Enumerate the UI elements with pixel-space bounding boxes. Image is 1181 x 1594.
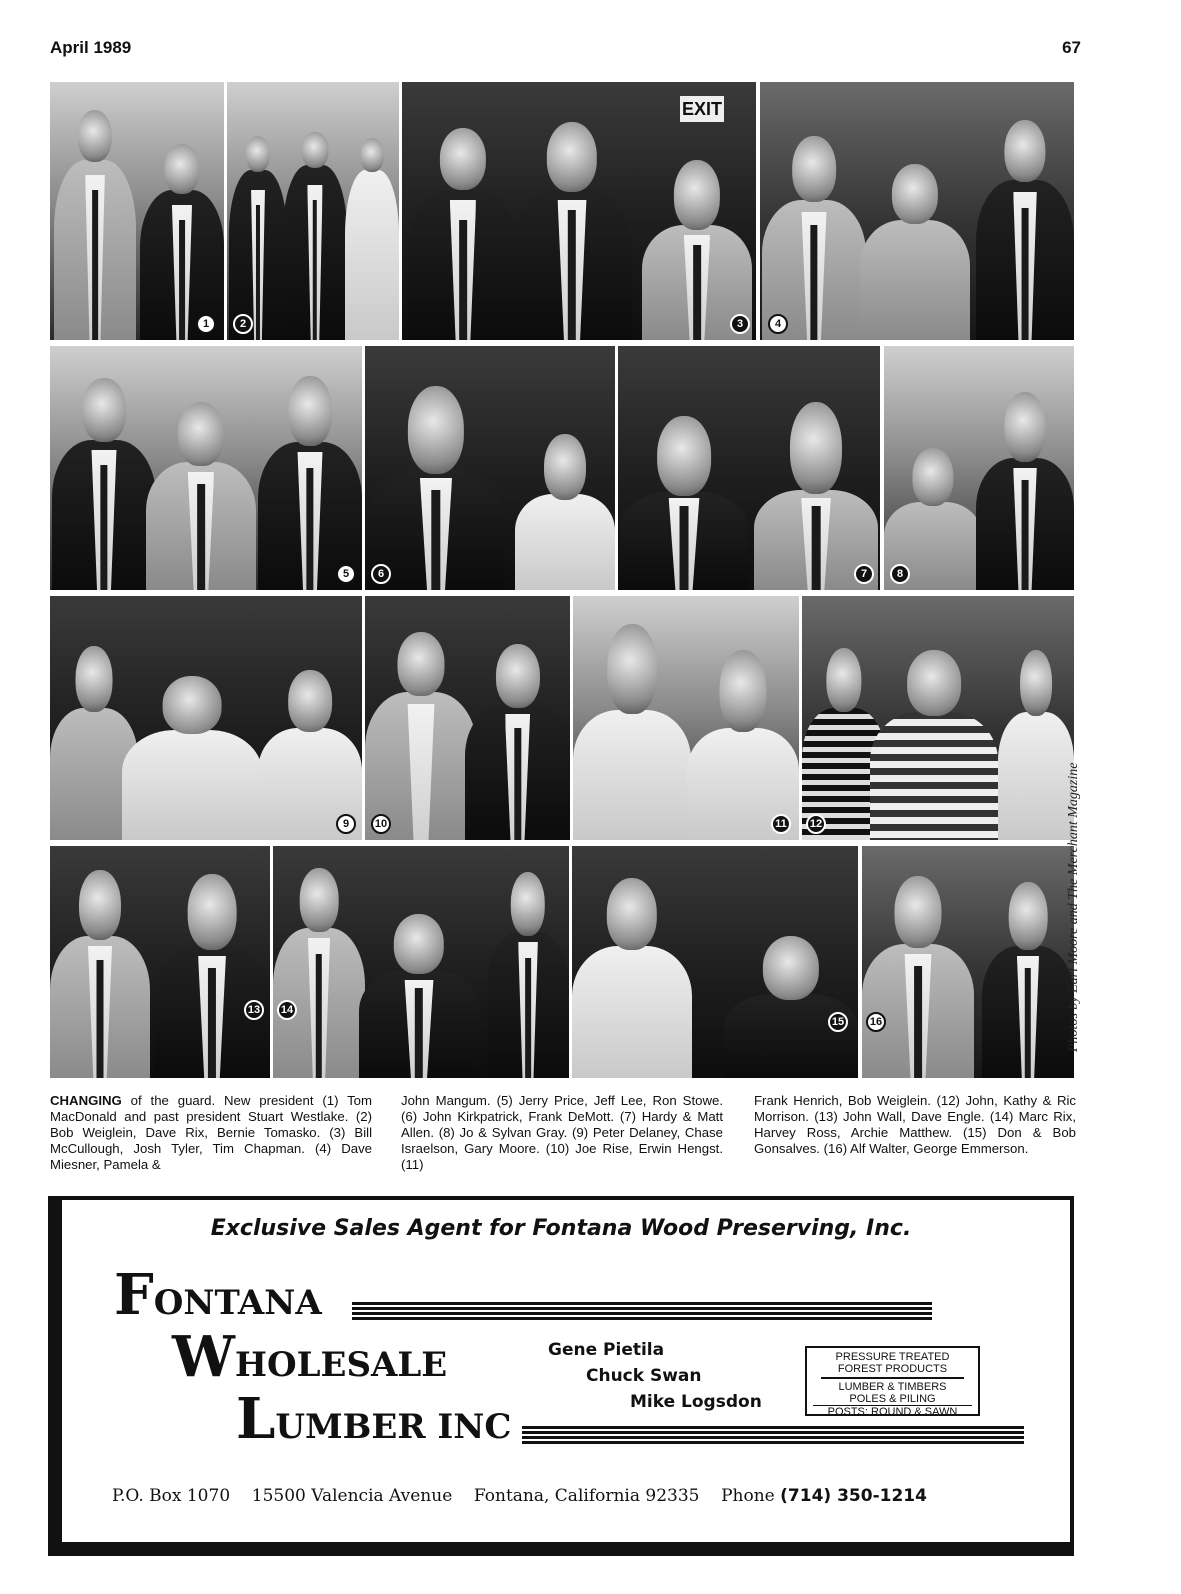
page-header <box>50 38 1081 62</box>
photo-16 <box>862 846 1074 1078</box>
photo-2 <box>227 82 399 340</box>
photo-number-badge: 4 <box>768 314 788 334</box>
photo-number-badge: 2 <box>233 314 253 334</box>
ad-tagline: Exclusive Sales Agent for Fontana Wood Preserving, Inc. <box>210 1216 912 1241</box>
contact-name: Gene Pietila <box>548 1340 665 1360</box>
photo-number-badge: 10 <box>371 814 391 834</box>
photo-13 <box>50 846 270 1078</box>
phone-label: Phone <box>721 1486 775 1506</box>
photo-number-badge: 8 <box>890 564 910 584</box>
photo-number-badge: 15 <box>828 1012 848 1032</box>
po-box: P.O. Box 1070 <box>112 1486 231 1506</box>
caption-text: John Mangum. (5) Jerry Price, Jeff Lee, Ron Stowe. (6) John Kirkpatrick, Frank DeMott. (7) Hardy & Matt Allen. (8) Jo & Sylvan Gray. (9) Peter Delaney, Chase Israelson, Gary Moore. (10) Joe Rise, Erwin Hengst. (11) <box>401 1093 723 1172</box>
contact-name: Mike Logsdon <box>630 1392 762 1412</box>
photo-8 <box>884 346 1074 590</box>
photo-6 <box>365 346 615 590</box>
logo-rule-top <box>352 1302 932 1322</box>
photo-12 <box>802 596 1074 840</box>
caption-column-1 <box>50 1093 372 1173</box>
photo-number-badge: 1 <box>196 314 216 334</box>
photo-10 <box>365 596 570 840</box>
contact-name: Chuck Swan <box>586 1366 702 1386</box>
photo-number-badge: 7 <box>854 564 874 584</box>
photo-number-badge: 5 <box>336 564 356 584</box>
photo-number-badge: 3 <box>730 314 750 334</box>
exit-sign: EXIT <box>680 96 724 122</box>
photo-number-badge: 9 <box>336 814 356 834</box>
photo-number-badge: 14 <box>277 1000 297 1020</box>
photo-9 <box>50 596 362 840</box>
logo-wholesale: WHOLESALE <box>172 1324 448 1390</box>
photo-11 <box>573 596 799 840</box>
photo-14 <box>273 846 569 1078</box>
street-address: 15500 Valencia Avenue <box>251 1486 453 1506</box>
caption-column-2 <box>401 1093 723 1173</box>
photo-credit: Photos by Earl Moore and The Merchant Magazine <box>1066 762 1081 1053</box>
city-state-zip: Fontana, California 92335 <box>473 1486 700 1506</box>
photo-number-badge: 13 <box>244 1000 264 1020</box>
ad-address <box>112 1486 927 1506</box>
photo-1 <box>50 82 224 340</box>
caption-text: Frank Henrich, Bob Weiglein. (12) John, Kathy & Ric Morrison. (13) John Wall, Dave Engle. (14) Marc Rix, Harvey Ross, Archie Matthew. (15) Don & Bob Gonsalves. (16) Alf Walter, George Emmerson. <box>754 1093 1076 1156</box>
page-number: 67 <box>1062 38 1081 57</box>
phone-number: (714) 350-1214 <box>780 1486 927 1506</box>
photo-number-badge: 11 <box>771 814 791 834</box>
photo-4 <box>760 82 1074 340</box>
photo-15 <box>572 846 858 1078</box>
caption-text: of the guard. New president (1) Tom MacDonald and past president Stuart Westlake. (2) Bob Weiglein, Dave Rix, Bernie Tomasko. (3) Bill McCullough, Josh Tyler, Tim Chapman. (4) Dave Miesner, Pamela & <box>50 1093 372 1172</box>
photo-number-badge: 6 <box>371 564 391 584</box>
photo-3 <box>402 82 756 340</box>
logo-fontana: FONTANA <box>114 1262 322 1328</box>
logo-rule-bottom <box>522 1426 1024 1446</box>
products-box: PRESSURE TREATED FOREST PRODUCTS LUMBER & TIMBERS POLES & PILING POSTS: ROUND & SAWN <box>805 1346 980 1416</box>
photo-number-badge: 16 <box>866 1012 886 1032</box>
caption-column-3 <box>754 1093 1076 1157</box>
caption-lead: CHANGING <box>50 1093 122 1108</box>
issue-date: April 1989 <box>50 38 132 57</box>
advertisement <box>48 1196 1074 1546</box>
photo-7 <box>618 346 880 590</box>
logo-lumber: LUMBER INC <box>236 1386 512 1452</box>
photo-number-badge: 12 <box>806 814 826 834</box>
photo-5 <box>50 346 362 590</box>
